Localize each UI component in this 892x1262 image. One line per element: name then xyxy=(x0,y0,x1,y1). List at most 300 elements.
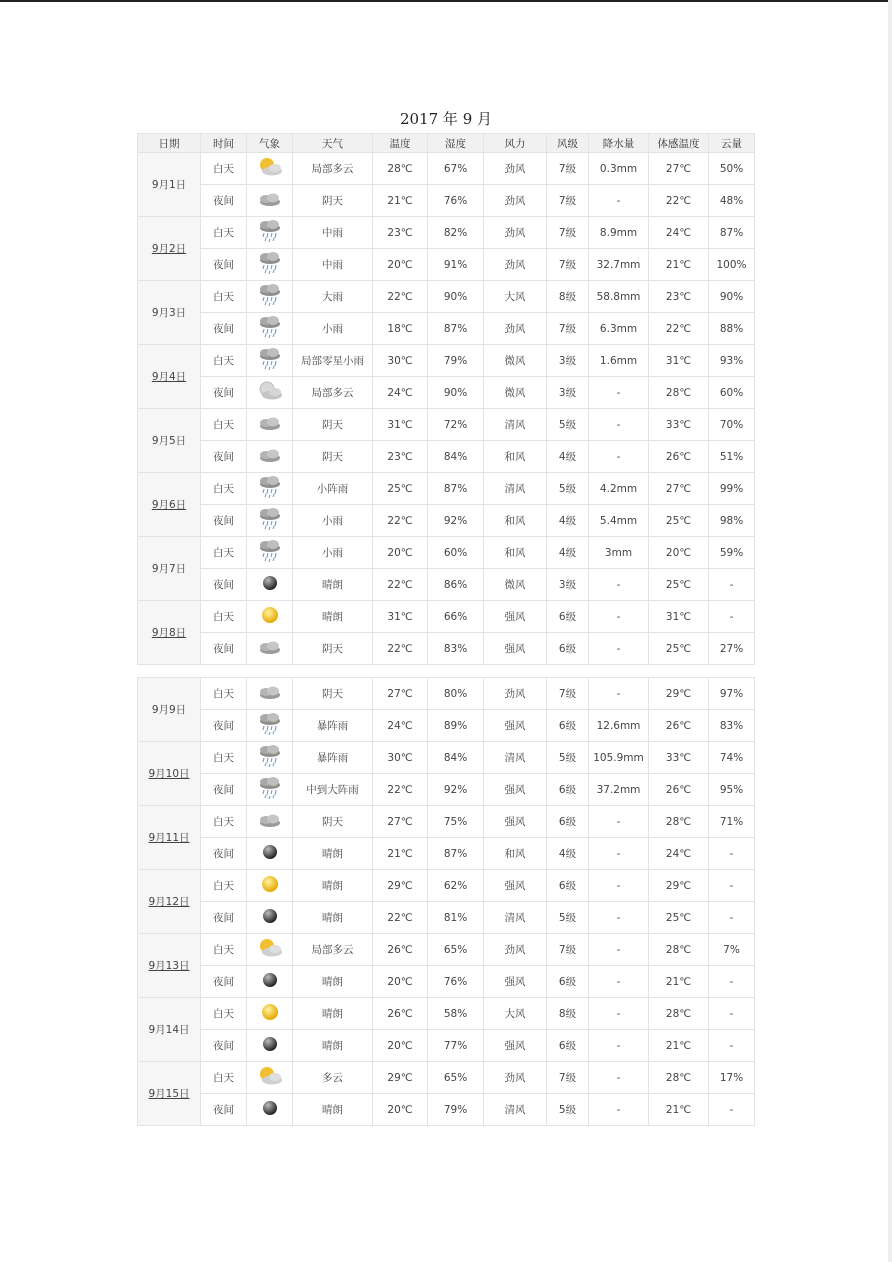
date-cell xyxy=(138,998,201,1062)
condition-cell xyxy=(247,902,293,934)
page-title: 2017 年 9 月 xyxy=(399,110,493,128)
date-link[interactable]: 9月10日 xyxy=(148,768,190,780)
header-wind-level: 风级 xyxy=(547,134,589,153)
date-cell xyxy=(138,1062,201,1126)
weather-cell: 阴天 xyxy=(293,678,373,710)
wind-level-cell: 7级 xyxy=(547,153,589,185)
temperature-cell: 26℃ xyxy=(373,998,428,1030)
date-cell xyxy=(138,537,201,601)
precipitation-cell: - xyxy=(589,902,649,934)
wind-cell: 大风 xyxy=(484,998,547,1030)
wind-level-cell: 3级 xyxy=(547,345,589,377)
wind-cell: 和风 xyxy=(484,838,547,870)
time-cell: 夜间 xyxy=(201,441,247,473)
temperature-cell: 24℃ xyxy=(373,377,428,409)
partly-cloudy-night-icon xyxy=(257,380,283,405)
precipitation-cell: - xyxy=(589,966,649,998)
date-cell xyxy=(138,806,201,870)
weather-cell: 阴天 xyxy=(293,806,373,838)
temperature-cell: 21℃ xyxy=(373,185,428,217)
feels-like-cell: 24℃ xyxy=(649,838,709,870)
date-link[interactable]: 9月6日 xyxy=(151,499,187,511)
wind-level-cell: 5级 xyxy=(547,1094,589,1126)
time-cell: 白天 xyxy=(201,678,247,710)
cloud-cover-cell: - xyxy=(709,966,755,998)
temperature-cell: 27℃ xyxy=(373,806,428,838)
temperature-cell: 20℃ xyxy=(373,966,428,998)
humidity-cell: 65% xyxy=(428,934,484,966)
weather-cell: 晴朗 xyxy=(293,966,373,998)
condition-cell xyxy=(247,473,293,505)
feels-like-cell: 29℃ xyxy=(649,870,709,902)
time-cell: 夜间 xyxy=(201,377,247,409)
header-cloud-cover: 云量 xyxy=(709,134,755,153)
wind-level-cell: 8级 xyxy=(547,281,589,313)
time-cell: 夜间 xyxy=(201,774,247,806)
temperature-cell: 22℃ xyxy=(373,569,428,601)
cloudy-icon xyxy=(257,683,283,704)
wind-level-cell: 5级 xyxy=(547,473,589,505)
feels-like-cell: 25℃ xyxy=(649,569,709,601)
temperature-cell: 20℃ xyxy=(373,1030,428,1062)
rain-icon xyxy=(257,712,283,739)
clear-night-icon xyxy=(261,1035,279,1056)
table-row xyxy=(138,806,755,838)
weather-table-2 xyxy=(137,677,755,1126)
feels-like-cell: 28℃ xyxy=(649,998,709,1030)
cloud-cover-cell: 27% xyxy=(709,633,755,665)
wind-cell: 劲风 xyxy=(484,217,547,249)
precipitation-cell: - xyxy=(589,838,649,870)
date-cell xyxy=(138,153,201,217)
date-cell xyxy=(138,601,201,665)
humidity-cell: 67% xyxy=(428,153,484,185)
condition-cell xyxy=(247,601,293,633)
weather-cell: 暴阵雨 xyxy=(293,710,373,742)
precipitation-cell: 3mm xyxy=(589,537,649,569)
condition-cell xyxy=(247,742,293,774)
temperature-cell: 28℃ xyxy=(373,153,428,185)
table-row xyxy=(138,1094,755,1126)
condition-cell xyxy=(247,281,293,313)
header-wind: 风力 xyxy=(484,134,547,153)
wind-level-cell: 6级 xyxy=(547,601,589,633)
temperature-cell: 25℃ xyxy=(373,473,428,505)
precipitation-cell: - xyxy=(589,601,649,633)
partly-cloudy-icon xyxy=(257,156,283,181)
table-row xyxy=(138,633,755,665)
weather-cell: 局部多云 xyxy=(293,934,373,966)
weather-cell: 小雨 xyxy=(293,505,373,537)
cloud-cover-cell: 93% xyxy=(709,345,755,377)
humidity-cell: 82% xyxy=(428,217,484,249)
table-row xyxy=(138,710,755,742)
rain-icon xyxy=(257,507,283,534)
rain-icon xyxy=(257,776,283,803)
wind-level-cell: 3级 xyxy=(547,569,589,601)
table-row xyxy=(138,966,755,998)
partly-cloudy-icon xyxy=(257,1065,283,1090)
table-row xyxy=(138,601,755,633)
temperature-cell: 31℃ xyxy=(373,409,428,441)
time-cell: 夜间 xyxy=(201,966,247,998)
condition-cell xyxy=(247,806,293,838)
wind-level-cell: 7级 xyxy=(547,678,589,710)
cloud-cover-cell: 90% xyxy=(709,281,755,313)
time-cell: 白天 xyxy=(201,1062,247,1094)
clear-night-icon xyxy=(261,1099,279,1120)
wind-level-cell: 3级 xyxy=(547,377,589,409)
precipitation-cell: - xyxy=(589,870,649,902)
date-label: 9月1日 xyxy=(151,179,187,191)
time-cell: 夜间 xyxy=(201,1094,247,1126)
time-cell: 白天 xyxy=(201,934,247,966)
date-cell xyxy=(138,934,201,998)
humidity-cell: 79% xyxy=(428,345,484,377)
time-cell: 夜间 xyxy=(201,633,247,665)
header-precipitation: 降水量 xyxy=(589,134,649,153)
wind-level-cell: 6级 xyxy=(547,966,589,998)
humidity-cell: 77% xyxy=(428,1030,484,1062)
cloud-cover-cell: 59% xyxy=(709,537,755,569)
weather-cell: 局部零星小雨 xyxy=(293,345,373,377)
condition-cell xyxy=(247,998,293,1030)
date-link[interactable]: 9月13日 xyxy=(148,960,190,972)
weather-cell: 晴朗 xyxy=(293,1094,373,1126)
temperature-cell: 22℃ xyxy=(373,281,428,313)
cloudy-icon xyxy=(257,446,283,467)
precipitation-cell: 0.3mm xyxy=(589,153,649,185)
time-cell: 白天 xyxy=(201,473,247,505)
date-label: 9月3日 xyxy=(151,307,187,319)
page-edge xyxy=(888,0,892,1262)
weather-cell: 小阵雨 xyxy=(293,473,373,505)
sunny-icon xyxy=(260,605,280,628)
temperature-cell: 31℃ xyxy=(373,601,428,633)
temperature-cell: 23℃ xyxy=(373,217,428,249)
condition-cell xyxy=(247,934,293,966)
wind-cell: 清风 xyxy=(484,902,547,934)
date-link[interactable]: 9月15日 xyxy=(148,1088,190,1100)
feels-like-cell: 31℃ xyxy=(649,345,709,377)
wind-cell: 微风 xyxy=(484,377,547,409)
date-cell xyxy=(138,678,201,742)
precipitation-cell: 5.4mm xyxy=(589,505,649,537)
rain-icon xyxy=(257,539,283,566)
table-row xyxy=(138,249,755,281)
date-cell xyxy=(138,473,201,537)
wind-cell: 清风 xyxy=(484,1094,547,1126)
precipitation-cell: 8.9mm xyxy=(589,217,649,249)
feels-like-cell: 27℃ xyxy=(649,153,709,185)
wind-cell: 微风 xyxy=(484,569,547,601)
wind-level-cell: 4级 xyxy=(547,441,589,473)
precipitation-cell: - xyxy=(589,409,649,441)
condition-cell xyxy=(247,377,293,409)
time-cell: 白天 xyxy=(201,742,247,774)
wind-level-cell: 6级 xyxy=(547,710,589,742)
wind-level-cell: 4级 xyxy=(547,838,589,870)
wind-cell: 强风 xyxy=(484,601,547,633)
humidity-cell: 86% xyxy=(428,569,484,601)
temperature-cell: 29℃ xyxy=(373,1062,428,1094)
table-row xyxy=(138,473,755,505)
date-cell xyxy=(138,345,201,409)
time-cell: 夜间 xyxy=(201,569,247,601)
clear-night-icon xyxy=(261,574,279,595)
date-link[interactable]: 9月4日 xyxy=(151,371,187,383)
wind-cell: 强风 xyxy=(484,633,547,665)
wind-cell: 劲风 xyxy=(484,185,547,217)
time-cell: 白天 xyxy=(201,153,247,185)
weather-cell: 中到大阵雨 xyxy=(293,774,373,806)
temperature-cell: 29℃ xyxy=(373,870,428,902)
date-link[interactable]: 9月11日 xyxy=(148,832,190,844)
weather-cell: 多云 xyxy=(293,1062,373,1094)
table-row xyxy=(138,537,755,569)
wind-level-cell: 7级 xyxy=(547,934,589,966)
wind-cell: 劲风 xyxy=(484,934,547,966)
clear-night-icon xyxy=(261,971,279,992)
humidity-cell: 79% xyxy=(428,1094,484,1126)
temperature-cell: 24℃ xyxy=(373,710,428,742)
feels-like-cell: 33℃ xyxy=(649,742,709,774)
feels-like-cell: 22℃ xyxy=(649,313,709,345)
wind-cell: 和风 xyxy=(484,505,547,537)
weather-cell: 小雨 xyxy=(293,313,373,345)
condition-cell xyxy=(247,569,293,601)
table-row xyxy=(138,217,755,249)
clear-night-icon xyxy=(261,907,279,928)
precipitation-cell: 6.3mm xyxy=(589,313,649,345)
time-cell: 白天 xyxy=(201,870,247,902)
date-label: 9月5日 xyxy=(151,435,187,447)
precipitation-cell: - xyxy=(589,806,649,838)
table-row xyxy=(138,441,755,473)
table-row xyxy=(138,870,755,902)
temperature-cell: 30℃ xyxy=(373,742,428,774)
time-cell: 夜间 xyxy=(201,902,247,934)
temperature-cell: 21℃ xyxy=(373,838,428,870)
feels-like-cell: 28℃ xyxy=(649,1062,709,1094)
feels-like-cell: 26℃ xyxy=(649,774,709,806)
table-row xyxy=(138,1030,755,1062)
table-row xyxy=(138,153,755,185)
feels-like-cell: 21℃ xyxy=(649,249,709,281)
weather-cell: 晴朗 xyxy=(293,601,373,633)
time-cell: 夜间 xyxy=(201,838,247,870)
date-link[interactable]: 9月12日 xyxy=(148,896,190,908)
header-feels-like: 体感温度 xyxy=(649,134,709,153)
time-cell: 夜间 xyxy=(201,313,247,345)
condition-cell xyxy=(247,217,293,249)
precipitation-cell: - xyxy=(589,998,649,1030)
cloud-cover-cell: 97% xyxy=(709,678,755,710)
rain-icon xyxy=(257,744,283,771)
partly-cloudy-icon xyxy=(257,937,283,962)
wind-cell: 微风 xyxy=(484,345,547,377)
feels-like-cell: 25℃ xyxy=(649,633,709,665)
header-row xyxy=(138,134,755,153)
date-link[interactable]: 9月2日 xyxy=(151,243,187,255)
cloud-cover-cell: - xyxy=(709,1094,755,1126)
weather-table-1 xyxy=(137,133,755,665)
table-row xyxy=(138,409,755,441)
humidity-cell: 75% xyxy=(428,806,484,838)
condition-cell xyxy=(247,441,293,473)
temperature-cell: 26℃ xyxy=(373,934,428,966)
weather-cell: 阴天 xyxy=(293,633,373,665)
time-cell: 夜间 xyxy=(201,185,247,217)
wind-level-cell: 6级 xyxy=(547,870,589,902)
humidity-cell: 91% xyxy=(428,249,484,281)
rain-icon xyxy=(257,251,283,278)
precipitation-cell: 32.7mm xyxy=(589,249,649,281)
cloud-cover-cell: 50% xyxy=(709,153,755,185)
wind-cell: 清风 xyxy=(484,473,547,505)
humidity-cell: 58% xyxy=(428,998,484,1030)
condition-cell xyxy=(247,313,293,345)
cloud-cover-cell: 99% xyxy=(709,473,755,505)
cloud-cover-cell: - xyxy=(709,569,755,601)
humidity-cell: 76% xyxy=(428,966,484,998)
clear-night-icon xyxy=(261,843,279,864)
precipitation-cell: 58.8mm xyxy=(589,281,649,313)
humidity-cell: 81% xyxy=(428,902,484,934)
weather-cell: 大雨 xyxy=(293,281,373,313)
humidity-cell: 87% xyxy=(428,473,484,505)
weather-cell: 晴朗 xyxy=(293,1030,373,1062)
weather-cell: 晴朗 xyxy=(293,569,373,601)
table-row xyxy=(138,313,755,345)
time-cell: 夜间 xyxy=(201,1030,247,1062)
condition-cell xyxy=(247,1030,293,1062)
time-cell: 白天 xyxy=(201,806,247,838)
feels-like-cell: 24℃ xyxy=(649,217,709,249)
header-condition: 气象 xyxy=(247,134,293,153)
time-cell: 白天 xyxy=(201,409,247,441)
precipitation-cell: 1.6mm xyxy=(589,345,649,377)
cloudy-icon xyxy=(257,190,283,211)
precipitation-cell: 37.2mm xyxy=(589,774,649,806)
wind-level-cell: 7级 xyxy=(547,313,589,345)
wind-level-cell: 6级 xyxy=(547,633,589,665)
weather-cell: 晴朗 xyxy=(293,870,373,902)
precipitation-cell: - xyxy=(589,185,649,217)
wind-level-cell: 7级 xyxy=(547,185,589,217)
feels-like-cell: 26℃ xyxy=(649,441,709,473)
cloudy-icon xyxy=(257,811,283,832)
humidity-cell: 62% xyxy=(428,870,484,902)
temperature-cell: 18℃ xyxy=(373,313,428,345)
humidity-cell: 60% xyxy=(428,537,484,569)
wind-cell: 强风 xyxy=(484,966,547,998)
cloud-cover-cell: 60% xyxy=(709,377,755,409)
rain-icon xyxy=(257,219,283,246)
date-cell xyxy=(138,870,201,934)
table-row xyxy=(138,838,755,870)
weather-cell: 晴朗 xyxy=(293,998,373,1030)
feels-like-cell: 29℃ xyxy=(649,678,709,710)
feels-like-cell: 27℃ xyxy=(649,473,709,505)
weather-cell: 阴天 xyxy=(293,185,373,217)
wind-cell: 强风 xyxy=(484,1030,547,1062)
feels-like-cell: 21℃ xyxy=(649,966,709,998)
cloud-cover-cell: - xyxy=(709,838,755,870)
table-row xyxy=(138,1062,755,1094)
precipitation-cell: 4.2mm xyxy=(589,473,649,505)
header-humidity: 湿度 xyxy=(428,134,484,153)
wind-level-cell: 7级 xyxy=(547,217,589,249)
feels-like-cell: 21℃ xyxy=(649,1094,709,1126)
weather-cell: 中雨 xyxy=(293,217,373,249)
header-time: 时间 xyxy=(201,134,247,153)
rain-icon xyxy=(257,475,283,502)
wind-cell: 强风 xyxy=(484,870,547,902)
weather-cell: 晴朗 xyxy=(293,838,373,870)
condition-cell xyxy=(247,838,293,870)
humidity-cell: 89% xyxy=(428,710,484,742)
weather-cell: 局部多云 xyxy=(293,377,373,409)
precipitation-cell: 12.6mm xyxy=(589,710,649,742)
time-cell: 夜间 xyxy=(201,505,247,537)
rain-icon xyxy=(257,315,283,342)
date-cell xyxy=(138,742,201,806)
temperature-cell: 22℃ xyxy=(373,902,428,934)
condition-cell xyxy=(247,774,293,806)
temperature-cell: 27℃ xyxy=(373,678,428,710)
weather-cell: 阴天 xyxy=(293,409,373,441)
weather-cell: 中雨 xyxy=(293,249,373,281)
time-cell: 夜间 xyxy=(201,249,247,281)
sunny-icon xyxy=(260,874,280,897)
humidity-cell: 66% xyxy=(428,601,484,633)
table-row xyxy=(138,742,755,774)
time-cell: 白天 xyxy=(201,537,247,569)
cloud-cover-cell: 83% xyxy=(709,710,755,742)
date-link[interactable]: 9月8日 xyxy=(151,627,187,639)
temperature-cell: 22℃ xyxy=(373,505,428,537)
temperature-cell: 22℃ xyxy=(373,633,428,665)
wind-level-cell: 5级 xyxy=(547,409,589,441)
humidity-cell: 65% xyxy=(428,1062,484,1094)
precipitation-cell: - xyxy=(589,1030,649,1062)
cloud-cover-cell: - xyxy=(709,1030,755,1062)
wind-level-cell: 6级 xyxy=(547,774,589,806)
wind-level-cell: 6级 xyxy=(547,1030,589,1062)
wind-level-cell: 6级 xyxy=(547,806,589,838)
cloud-cover-cell: 100% xyxy=(709,249,755,281)
wind-cell: 和风 xyxy=(484,441,547,473)
weather-cell: 暴阵雨 xyxy=(293,742,373,774)
humidity-cell: 72% xyxy=(428,409,484,441)
time-cell: 白天 xyxy=(201,601,247,633)
cloud-cover-cell: 71% xyxy=(709,806,755,838)
cloud-cover-cell: - xyxy=(709,998,755,1030)
date-cell xyxy=(138,281,201,345)
feels-like-cell: 31℃ xyxy=(649,601,709,633)
wind-cell: 劲风 xyxy=(484,313,547,345)
wind-cell: 清风 xyxy=(484,742,547,774)
rain-icon xyxy=(257,347,283,374)
condition-cell xyxy=(247,409,293,441)
sunny-icon xyxy=(260,1002,280,1025)
wind-cell: 大风 xyxy=(484,281,547,313)
wind-level-cell: 7级 xyxy=(547,249,589,281)
feels-like-cell: 28℃ xyxy=(649,934,709,966)
feels-like-cell: 33℃ xyxy=(649,409,709,441)
precipitation-cell: - xyxy=(589,377,649,409)
